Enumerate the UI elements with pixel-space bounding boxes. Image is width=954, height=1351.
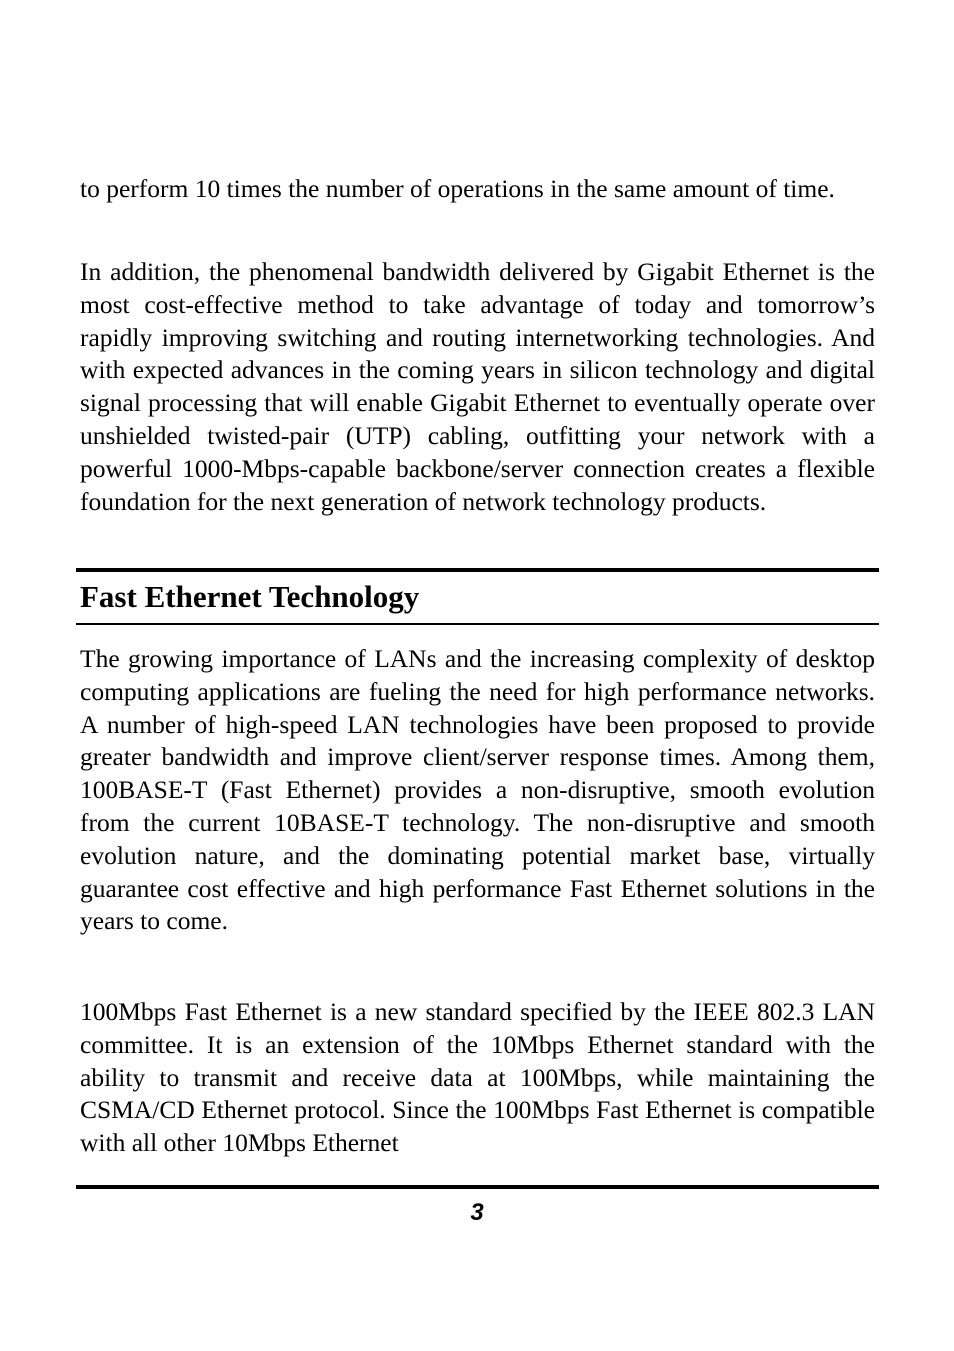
body-paragraph-continued: to perform 10 times the number of operations in the same amount of time.: [80, 174, 835, 203]
section-paragraph-lans: The growing importance of LANs and the increasing complexity of desktop computing applications are fueling the need for high performance networks. A number of high-speed LAN technologies have been proposed to provide greater bandwidth and improve client/server response times. Among them, 100BASE-T (Fast Ethernet) provides a non-disruptive, smooth evolution from the current 10BASE-T technology. The non-disruptive and smooth evolution nature, and the dominating potential market base, virtually guarantee cost effective and high performance Fast Ethernet solutions in the years to come.: [80, 644, 875, 936]
section-heading-underline: [76, 623, 879, 625]
section-top-rule: [76, 568, 879, 572]
section-paragraph-100mbps: 100Mbps Fast Ethernet is a new standard specified by the IEEE 802.3 LAN committee. It is an extension of the 10Mbps Ethernet standard with the ability to transmit and receive data at 100Mbps, while maintaining the CSMA/CD Ethernet protocol. Since the 100Mbps Fast Ethernet is compatible with all other 10Mbps Ethernet: [80, 997, 875, 1158]
body-paragraph-gigabit: In addition, the phenomenal bandwidth delivered by Gigabit Ethernet is the most cost-effective method to take advantage of today and tomorrow’s rapidly improving switching and routing internetworking technologies. And with expected advances in the coming years in silicon technology and digital signal processing that will enable Gigabit Ethernet to eventually operate over unshielded twisted-pair (UTP) cabling, outfitting your network with a powerful 1000-Mbps-capable backbone/server connection creates a flexible foundation for the next generation of network technology products.: [80, 257, 875, 516]
page-number: 3: [470, 1199, 484, 1226]
footer-rule: [76, 1185, 879, 1189]
section-heading: Fast Ethernet Technology: [80, 579, 420, 614]
